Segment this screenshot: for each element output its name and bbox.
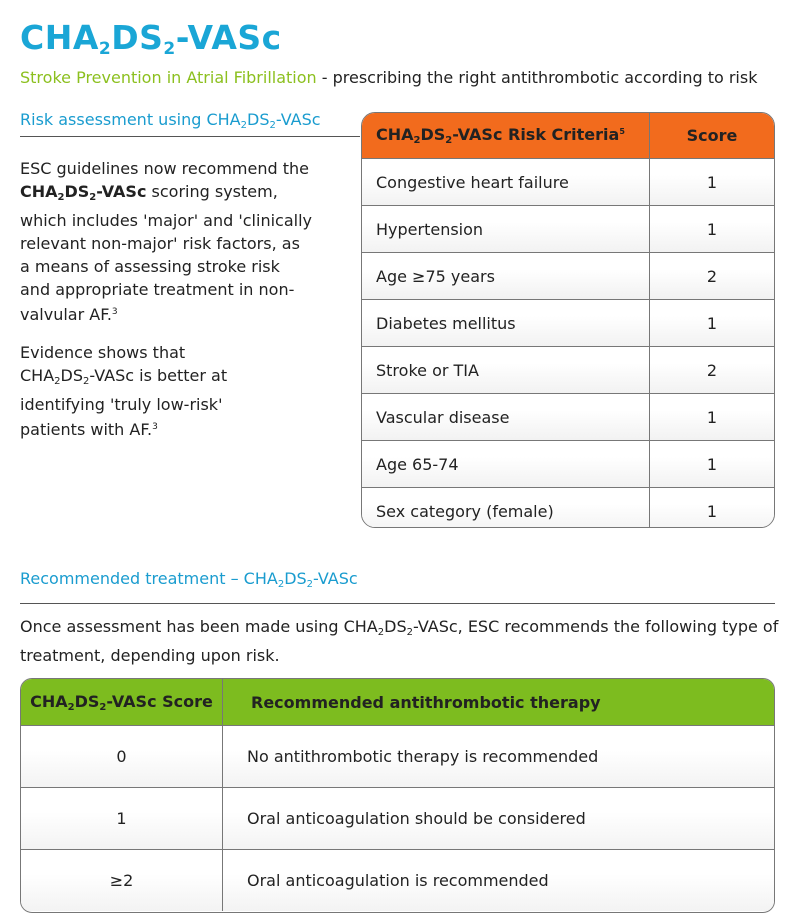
therapy-cell: Oral anticoagulation is recommended (223, 850, 774, 911)
treatment-table-header (21, 679, 774, 725)
criteria-cell: Age ≥75 years (362, 253, 650, 299)
risk-criteria-column-header: $CHA_2DS_2$-VASc Risk Criteria$^5$ (362, 113, 650, 158)
criteria-cell: Congestive heart failure (362, 159, 650, 205)
score-cell: 1 (650, 206, 774, 252)
score-cell: ≥2 (21, 850, 223, 911)
page-title: $CHA_2DS_2$-VASc (20, 18, 282, 59)
table-row (362, 393, 774, 440)
score-cell: 0 (21, 726, 223, 787)
criteria-cell: Age 65-74 (362, 441, 650, 487)
therapy-cell: Oral anticoagulation should be considered (223, 788, 774, 849)
criteria-cell: Sex category (female) (362, 488, 650, 528)
score-cell: 2 (650, 253, 774, 299)
score-cell: 2 (650, 347, 774, 393)
table-row (21, 725, 774, 787)
risk-criteria-table (361, 112, 775, 528)
treatment-table (20, 678, 775, 913)
treatment-section-heading: Recommended treatment – $CHA_2DS_2$-VASc (20, 569, 358, 590)
criteria-cell: Hypertension (362, 206, 650, 252)
section-divider (20, 136, 360, 137)
criteria-cell: Diabetes mellitus (362, 300, 650, 346)
score-cell: 1 (650, 300, 774, 346)
score-cell: 1 (650, 488, 774, 528)
guidelines-paragraph: ESC guidelines now recommend the $CHA_2DS_2$-VASc scoring system, which includes 'major' and 'clinically relevant non-major' risk factors, as a means of assessing stroke risk and appropriate treatment in non-valvular AF.$^3$ (20, 159, 312, 324)
criteria-cell: Stroke or TIA (362, 347, 650, 393)
score-column-header: $CHA_2DS_2$-VASc Score (21, 679, 223, 725)
risk-section-heading: Risk assessment using $CHA_2DS_2$-VASc (20, 110, 321, 131)
table-row (362, 252, 774, 299)
table-row (362, 346, 774, 393)
score-cell: 1 (650, 159, 774, 205)
score-column-header: Score (686, 126, 738, 145)
evidence-paragraph: Evidence shows that $CHA_2DS_2$-VASc is better at identifying 'truly low-risk' patients with AF.$^3$ (20, 343, 228, 439)
subtitle-text: - prescribing the right antithrombotic according to risk (316, 68, 758, 87)
table-row (21, 787, 774, 849)
page-subtitle (20, 68, 780, 87)
table-row (362, 205, 774, 252)
score-cell: 1 (21, 788, 223, 849)
table-row (21, 849, 774, 911)
therapy-cell: No antithrombotic therapy is recommended (223, 726, 774, 787)
table-row (362, 299, 774, 346)
section-divider (20, 603, 775, 604)
treatment-intro-paragraph: Once assessment has been made using $CHA_2DS_2$-VASc, ESC recommends the following type of treatment, depending upon risk. (20, 617, 779, 665)
score-cell: 1 (650, 441, 774, 487)
subtitle-highlight: Stroke Prevention in Atrial Fibrillation (20, 68, 317, 87)
table-row (362, 487, 774, 528)
criteria-cell: Vascular disease (362, 394, 650, 440)
table-row (362, 158, 774, 205)
table-row (362, 440, 774, 487)
risk-table-header (362, 113, 774, 158)
therapy-column-header: Recommended antithrombotic therapy (251, 692, 601, 712)
score-cell: 1 (650, 394, 774, 440)
